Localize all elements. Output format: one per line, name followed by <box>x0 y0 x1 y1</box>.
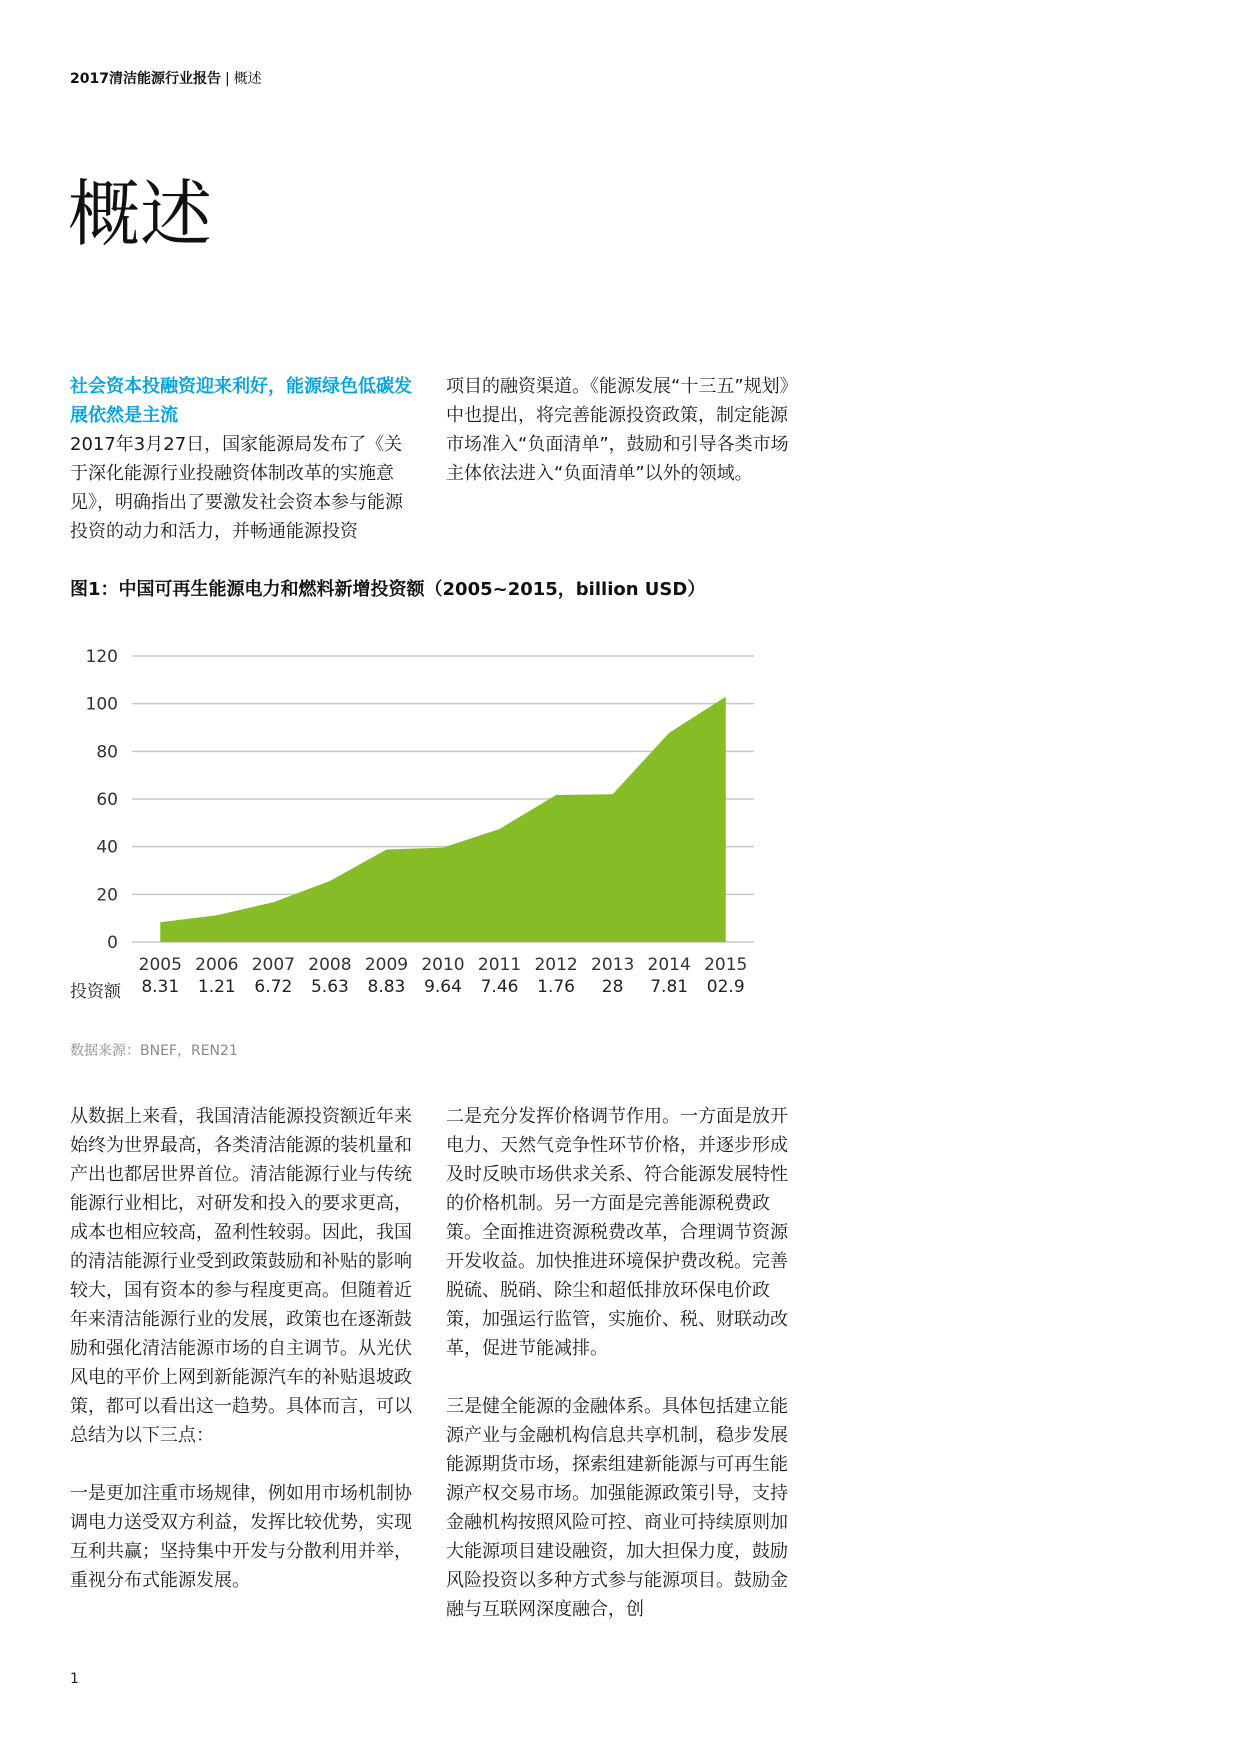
intro-body: 2017年3月27日，国家能源局发布了《关于深化能源行业投融资体制改革的实施意见》，明确指出了要激发社会资本参与能源投资的动力和活力，并畅通能源投资 <box>70 434 403 542</box>
investment-area-chart <box>60 630 780 970</box>
y-tick-label: 120 <box>85 647 118 667</box>
x-tick-label: 2015 <box>704 955 748 970</box>
value-cell: 5.63 <box>310 977 349 997</box>
header-separator: | <box>224 71 230 87</box>
y-tick-label: 20 <box>96 885 118 906</box>
y-tick-label: 40 <box>96 837 118 858</box>
x-tick-label: 2010 <box>421 955 465 970</box>
section-name: 概述 <box>233 71 262 87</box>
page-title: 概述 <box>68 172 213 256</box>
body-column-left <box>70 1102 416 1624</box>
values-row-label: 投资额 <box>70 982 121 1002</box>
figure-title: 图1：中国可再生能源电力和燃料新增投资额（2005~2015，billion USD） <box>70 579 706 600</box>
x-tick-label: 2014 <box>647 955 691 970</box>
value-cell: 8.83 <box>367 977 406 997</box>
x-tick-label: 2007 <box>251 955 295 970</box>
x-tick-label: 2011 <box>477 955 522 970</box>
intro-heading: 社会资本投融资迎来利好，能源绿色低碳发展依然是主流 <box>70 376 412 426</box>
report-name: 2017清洁能源行业报告 <box>70 71 221 87</box>
y-tick-label: 0 <box>107 933 118 953</box>
value-cell: 1.21 <box>197 977 236 997</box>
x-tick-label: 2009 <box>364 955 409 970</box>
intro-continued: 项目的融资渠道。《能源发展“十三五”规划》中也提出，将完善能源投资政策，制定能源市场准入“负面清单”，鼓励和引导各类市场主体依法进入“负面清单”以外的领域。 <box>446 376 798 484</box>
x-tick-label: 2006 <box>195 955 239 970</box>
x-tick-label: 2005 <box>138 955 182 970</box>
y-tick-label: 80 <box>96 742 118 763</box>
intro-column-right <box>446 372 802 488</box>
investment-area-series <box>160 697 725 942</box>
body-paragraph: 二是充分发挥价格调节作用。一方面是放开电力、天然气竞争性环节价格，并逐步形成及时反映市场供求关系、符合能源发展特性的价格机制。另一方面是完善能源税费政策。全面推进资源税费改革，合理调节资源开发收益。加快推进环境保护费改税。完善脱硫、脱硝、除尘和超低排放环保电价政策，加强运行监管，实施价、税、财联动改革，促进节能减排。 <box>446 1106 788 1359</box>
running-header <box>70 68 262 88</box>
x-tick-label: 2013 <box>591 955 635 970</box>
body-paragraph: 一是更加注重市场规律，例如用市场机制协调电力送受双方利益，发挥比较优势，实现互利共赢；坚持集中开发与分散利用并举，重视分布式能源发展。 <box>70 1483 412 1591</box>
value-cell: 7.81 <box>650 977 689 997</box>
page-number: 1 <box>70 1671 79 1687</box>
value-cell: 8.31 <box>141 977 180 997</box>
value-cell: 7.46 <box>480 977 519 997</box>
intro-column-left <box>70 372 416 546</box>
x-tick-label: 2008 <box>308 955 352 970</box>
y-tick-label: 100 <box>85 694 118 715</box>
value-cell: 02.9 <box>706 977 745 997</box>
data-source: 数据来源：BNEF，REN21 <box>70 1043 238 1059</box>
value-cell: 9.64 <box>424 977 462 997</box>
body-column-right <box>446 1102 802 1653</box>
value-cell: 28 <box>601 977 624 997</box>
body-paragraph: 三是健全能源的金融体系。具体包括建立能源产业与金融机构信息共享机制，稳步发展能源期货市场，探索组建新能源与可再生能源产权交易市场。加强能源政策引导，支持金融机构按照风险可控、商业可持续原则加大能源项目建设融资，加大担保力度，鼓励风险投资以多种方式参与能源项目。鼓励金融与互联网深度融合，创 <box>446 1396 788 1620</box>
x-tick-label: 2012 <box>534 955 578 970</box>
value-cell: 6.72 <box>254 977 293 997</box>
value-cell: 1.76 <box>537 977 575 997</box>
y-tick-label: 60 <box>96 790 118 810</box>
body-paragraph: 从数据上来看，我国清洁能源投资额近年来始终为世界最高，各类清洁能源的装机量和产出也都居世界首位。清洁能源行业与传统能源行业相比，对研发和投入的要求更高，成本也相应较高，盈利性较弱。因此，我国的清洁能源行业受到政策鼓励和补贴的影响较大，国有资本的参与程度更高。但随着近年来清洁能源行业的发展，政策也在逐渐鼓励和强化清洁能源市场的自主调节。从光伏风电的平价上网到新能源汽车的补贴退坡政策，都可以看出这一趋势。具体而言，可以总结为以下三点： <box>70 1106 412 1446</box>
